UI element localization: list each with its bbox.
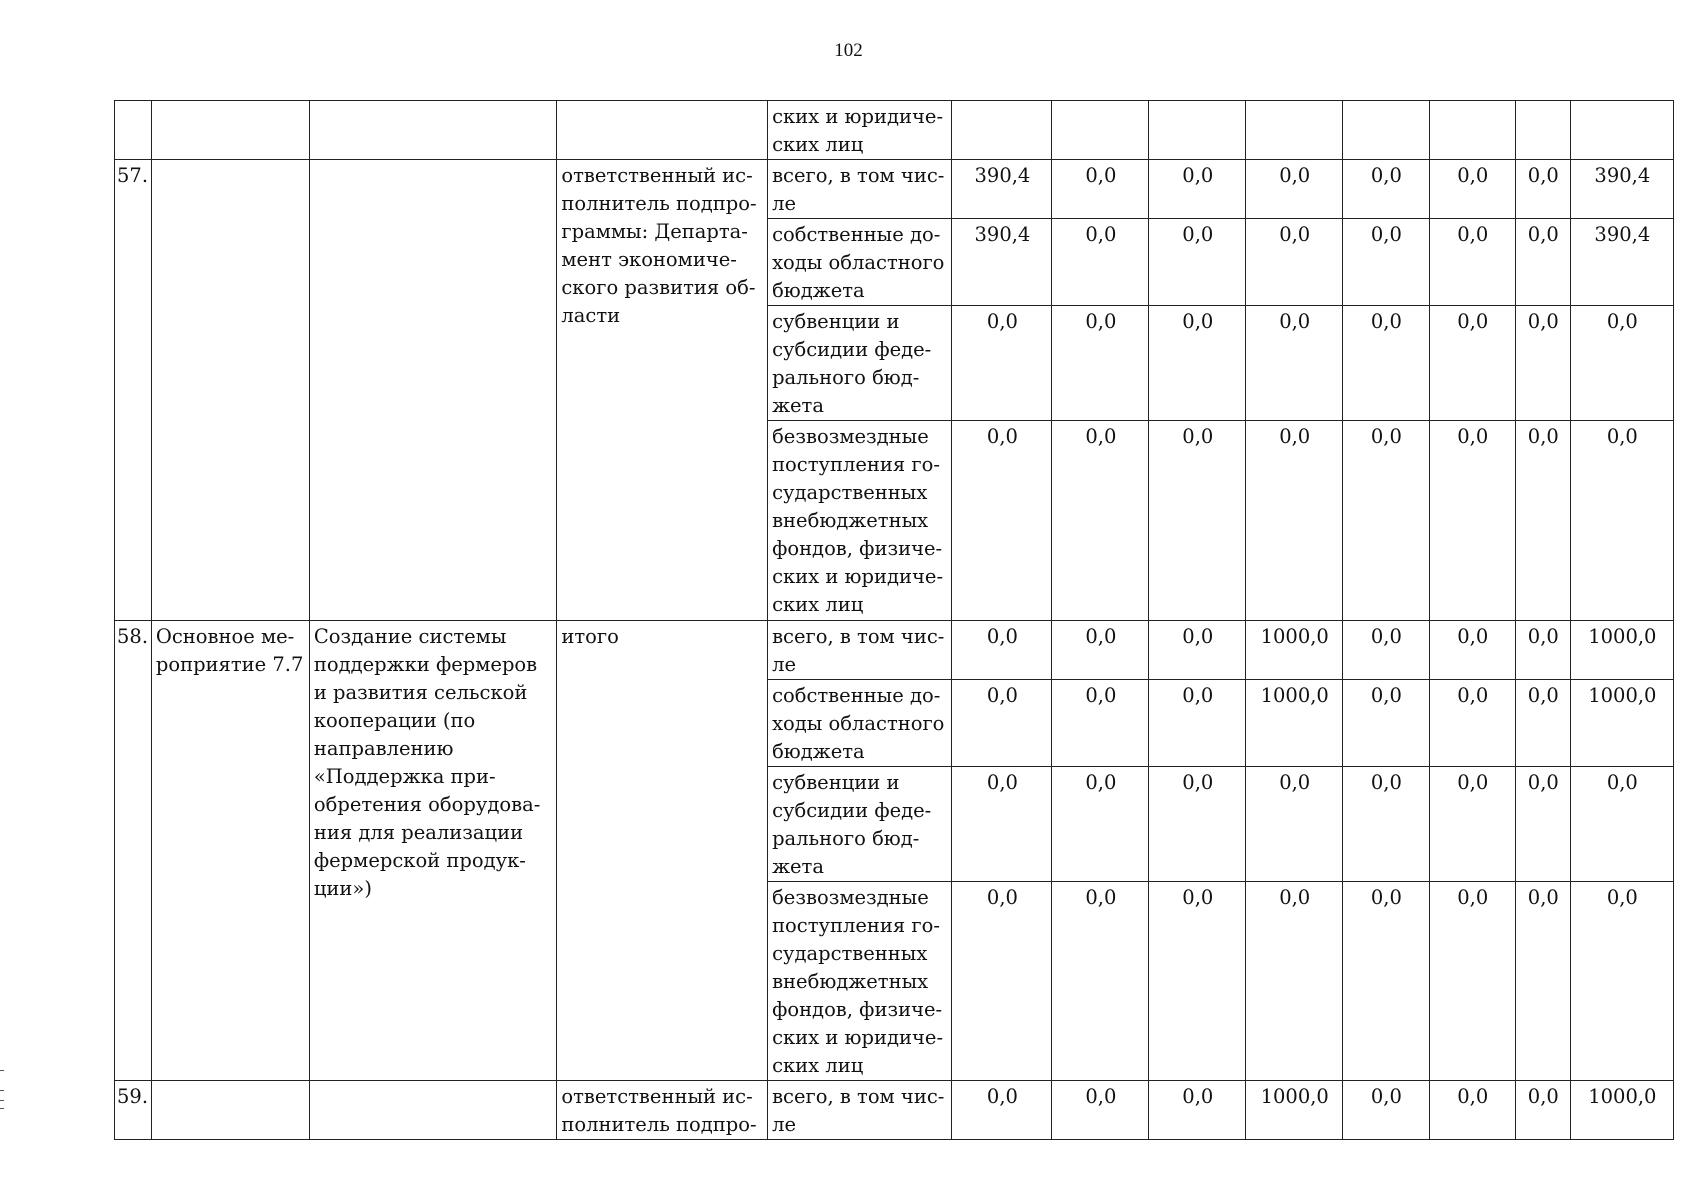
value-cell: 390,4 [952, 160, 1052, 219]
value-cell: 0,0 [1570, 306, 1673, 421]
value-cell: 0,0 [1052, 621, 1149, 680]
value-cell: 0,0 [1429, 680, 1515, 767]
source-cell: собственные доходы областного бюджета [768, 680, 952, 767]
value-cell: 0,0 [1429, 421, 1515, 621]
value-cell: 0,0 [952, 767, 1052, 882]
value-cell: 0,0 [1515, 680, 1570, 767]
value-cell: 0,0 [1515, 882, 1570, 1081]
scan-edge-mark [0, 1070, 4, 1071]
value-cell [1343, 101, 1429, 160]
status-cell [151, 101, 309, 160]
value-cell: 0,0 [1149, 621, 1246, 680]
value-cell: 0,0 [1429, 1081, 1515, 1140]
value-cell: 0,0 [1052, 219, 1149, 306]
value-cell: 0,0 [1052, 680, 1149, 767]
value-cell: 0,0 [1515, 1081, 1570, 1140]
value-cell: 0,0 [1246, 882, 1343, 1081]
value-cell: 0,0 [1515, 767, 1570, 882]
value-cell: 0,0 [1149, 306, 1246, 421]
status-cell: Основное мероприятие 7.7 [151, 621, 309, 1081]
value-cell: 0,0 [952, 680, 1052, 767]
value-cell: 0,0 [1515, 219, 1570, 306]
table-body [115, 101, 1674, 1140]
value-cell: 0,0 [1149, 767, 1246, 882]
value-cell: 0,0 [1343, 767, 1429, 882]
value-cell: 0,0 [952, 621, 1052, 680]
status-cell [151, 1081, 309, 1140]
value-cell: 0,0 [1343, 306, 1429, 421]
value-cell: 0,0 [1343, 160, 1429, 219]
executor-cell: ответственный исполнитель подпрограммы: Департамент экономического развития области [557, 160, 768, 621]
value-cell: 0,0 [1052, 421, 1149, 621]
scan-edge-mark [0, 1090, 4, 1091]
value-cell: 0,0 [1052, 306, 1149, 421]
name-cell [309, 160, 557, 621]
value-cell: 0,0 [952, 882, 1052, 1081]
row-number-cell: 57. [115, 160, 152, 621]
value-cell: 0,0 [1570, 767, 1673, 882]
budget-table-wrapper [114, 100, 1674, 1140]
value-cell: 390,4 [1570, 219, 1673, 306]
value-cell: 0,0 [1052, 1081, 1149, 1140]
row-number-cell: 59. [115, 1081, 152, 1140]
value-cell: 0,0 [1515, 421, 1570, 621]
value-cell: 0,0 [1570, 882, 1673, 1081]
value-cell: 1000,0 [1246, 621, 1343, 680]
value-cell: 0,0 [1052, 882, 1149, 1081]
table-row [115, 160, 1674, 219]
value-cell: 0,0 [952, 421, 1052, 621]
value-cell [952, 101, 1052, 160]
value-cell: 0,0 [1052, 767, 1149, 882]
value-cell: 1000,0 [1570, 621, 1673, 680]
value-cell: 0,0 [1570, 421, 1673, 621]
value-cell [1570, 101, 1673, 160]
scan-edge-mark [0, 1100, 4, 1101]
value-cell: 0,0 [1343, 219, 1429, 306]
value-cell: 0,0 [1149, 882, 1246, 1081]
value-cell: 0,0 [1149, 1081, 1246, 1140]
value-cell: 0,0 [1343, 882, 1429, 1081]
value-cell [1052, 101, 1149, 160]
value-cell [1515, 101, 1570, 160]
value-cell: 1000,0 [1246, 1081, 1343, 1140]
source-cell: безвозмездные поступления государственных внебюджетных фондов, физических и юридических лиц [768, 882, 952, 1081]
value-cell: 0,0 [1343, 421, 1429, 621]
table-row-continued [115, 101, 1674, 160]
value-cell: 0,0 [1429, 160, 1515, 219]
value-cell: 0,0 [1149, 160, 1246, 219]
value-cell: 0,0 [1429, 219, 1515, 306]
value-cell: 0,0 [1429, 882, 1515, 1081]
value-cell: 0,0 [1149, 680, 1246, 767]
value-cell: 0,0 [1343, 680, 1429, 767]
value-cell: 0,0 [1246, 219, 1343, 306]
source-cell: ских и юридических лиц [768, 101, 952, 160]
source-cell: всего, в том числе [768, 1081, 952, 1140]
status-cell [151, 160, 309, 621]
row-number-cell: 58. [115, 621, 152, 1081]
value-cell: 1000,0 [1246, 680, 1343, 767]
source-cell: всего, в том числе [768, 160, 952, 219]
name-cell [309, 1081, 557, 1140]
value-cell: 0,0 [1343, 621, 1429, 680]
table-row [115, 1081, 1674, 1140]
value-cell: 390,4 [1570, 160, 1673, 219]
value-cell: 0,0 [1429, 767, 1515, 882]
value-cell: 0,0 [1149, 219, 1246, 306]
value-cell: 390,4 [952, 219, 1052, 306]
name-cell [309, 101, 557, 160]
value-cell: 0,0 [1515, 160, 1570, 219]
value-cell: 0,0 [1515, 306, 1570, 421]
value-cell: 0,0 [1246, 306, 1343, 421]
value-cell: 0,0 [1246, 160, 1343, 219]
value-cell: 0,0 [952, 1081, 1052, 1140]
page-number: 102 [834, 40, 863, 61]
value-cell: 0,0 [1429, 306, 1515, 421]
value-cell [1149, 101, 1246, 160]
row-number-cell [115, 101, 152, 160]
source-cell: всего, в том числе [768, 621, 952, 680]
value-cell: 0,0 [1343, 1081, 1429, 1140]
value-cell: 0,0 [1246, 421, 1343, 621]
executor-cell: итого [557, 621, 768, 1081]
value-cell: 0,0 [1429, 621, 1515, 680]
value-cell: 0,0 [1515, 621, 1570, 680]
source-cell: собственные доходы областного бюджета [768, 219, 952, 306]
table-row [115, 621, 1674, 680]
budget-table [114, 100, 1674, 1140]
value-cell: 0,0 [1149, 421, 1246, 621]
value-cell: 0,0 [952, 306, 1052, 421]
value-cell [1246, 101, 1343, 160]
value-cell: 1000,0 [1570, 1081, 1673, 1140]
executor-cell: ответственный исполнитель подпро- [557, 1081, 768, 1140]
value-cell: 0,0 [1246, 767, 1343, 882]
value-cell: 0,0 [1052, 160, 1149, 219]
value-cell: 1000,0 [1570, 680, 1673, 767]
scan-edge-mark [0, 1108, 4, 1109]
source-cell: субвенции и субсидии федерального бюджета [768, 767, 952, 882]
source-cell: субвенции и субсидии федерального бюджета [768, 306, 952, 421]
executor-cell [557, 101, 768, 160]
value-cell [1429, 101, 1515, 160]
source-cell: безвозмездные поступления государственных внебюджетных фондов, физических и юридических лиц [768, 421, 952, 621]
name-cell: Создание системы поддержки фермеров и развития сельской кооперации (по направлению «Поддержка приобретения оборудования для реализации фермерской продукции») [309, 621, 557, 1081]
